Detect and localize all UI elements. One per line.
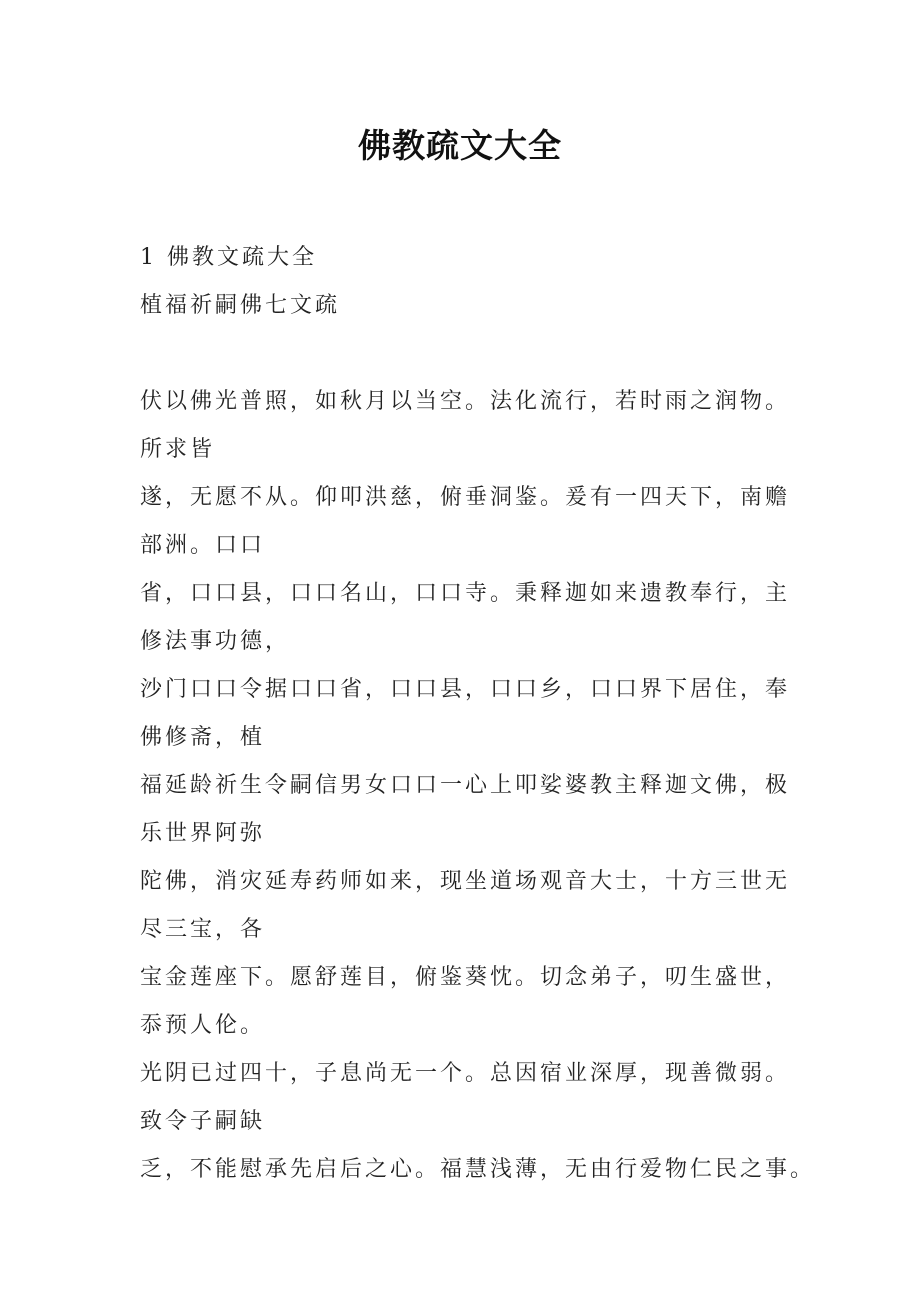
body-line: 尽三宝，各	[140, 917, 266, 942]
body-line: 乏，不能慰承先启后之心。福慧浅薄，无由行爱物仁民之事。	[140, 1157, 816, 1182]
body-line: 陀佛，消灾延寿药师如来，现坐道场观音大士，十方三世无	[140, 869, 791, 894]
subheading: 植福祈嗣佛七文疏	[140, 293, 341, 318]
body-line: 忝预人伦。	[140, 1013, 266, 1038]
body-line: 修法事功德，	[140, 629, 291, 654]
body-line: 省，口口县，口口名山，口口寺。秉释迦如来遗教奉行，主	[140, 581, 791, 606]
body-line: 佛修斋，植	[140, 725, 266, 750]
body-line: 所求皆	[140, 437, 216, 462]
body-line: 福延龄祈生令嗣信男女口口一心上叩娑婆教主释迦文佛，极	[140, 773, 791, 798]
section-heading: 1 佛教文疏大全	[140, 245, 317, 270]
body-line: 部洲。口口	[140, 533, 266, 558]
body-line: 遂，无愿不从。仰叩洪慈，俯垂洞鉴。爰有一四天下，南赡	[140, 485, 791, 510]
body-line: 光阴已过四十，子息尚无一个。总因宿业深厚，现善微弱。	[140, 1061, 791, 1086]
body-line: 乐世界阿弥	[140, 821, 266, 846]
body-line: 沙门口口令据口口省，口口县，口口乡，口口界下居住，奉	[140, 677, 791, 702]
document-title: 佛教疏文大全	[358, 126, 562, 165]
body-line: 宝金莲座下。愿舒莲目，俯鉴葵忱。切念弟子，叨生盛世，	[140, 965, 791, 990]
body-line: 致令子嗣缺	[140, 1109, 266, 1134]
body-line: 伏以佛光普照，如秋月以当空。法化流行，若时雨之润物。	[140, 389, 791, 414]
